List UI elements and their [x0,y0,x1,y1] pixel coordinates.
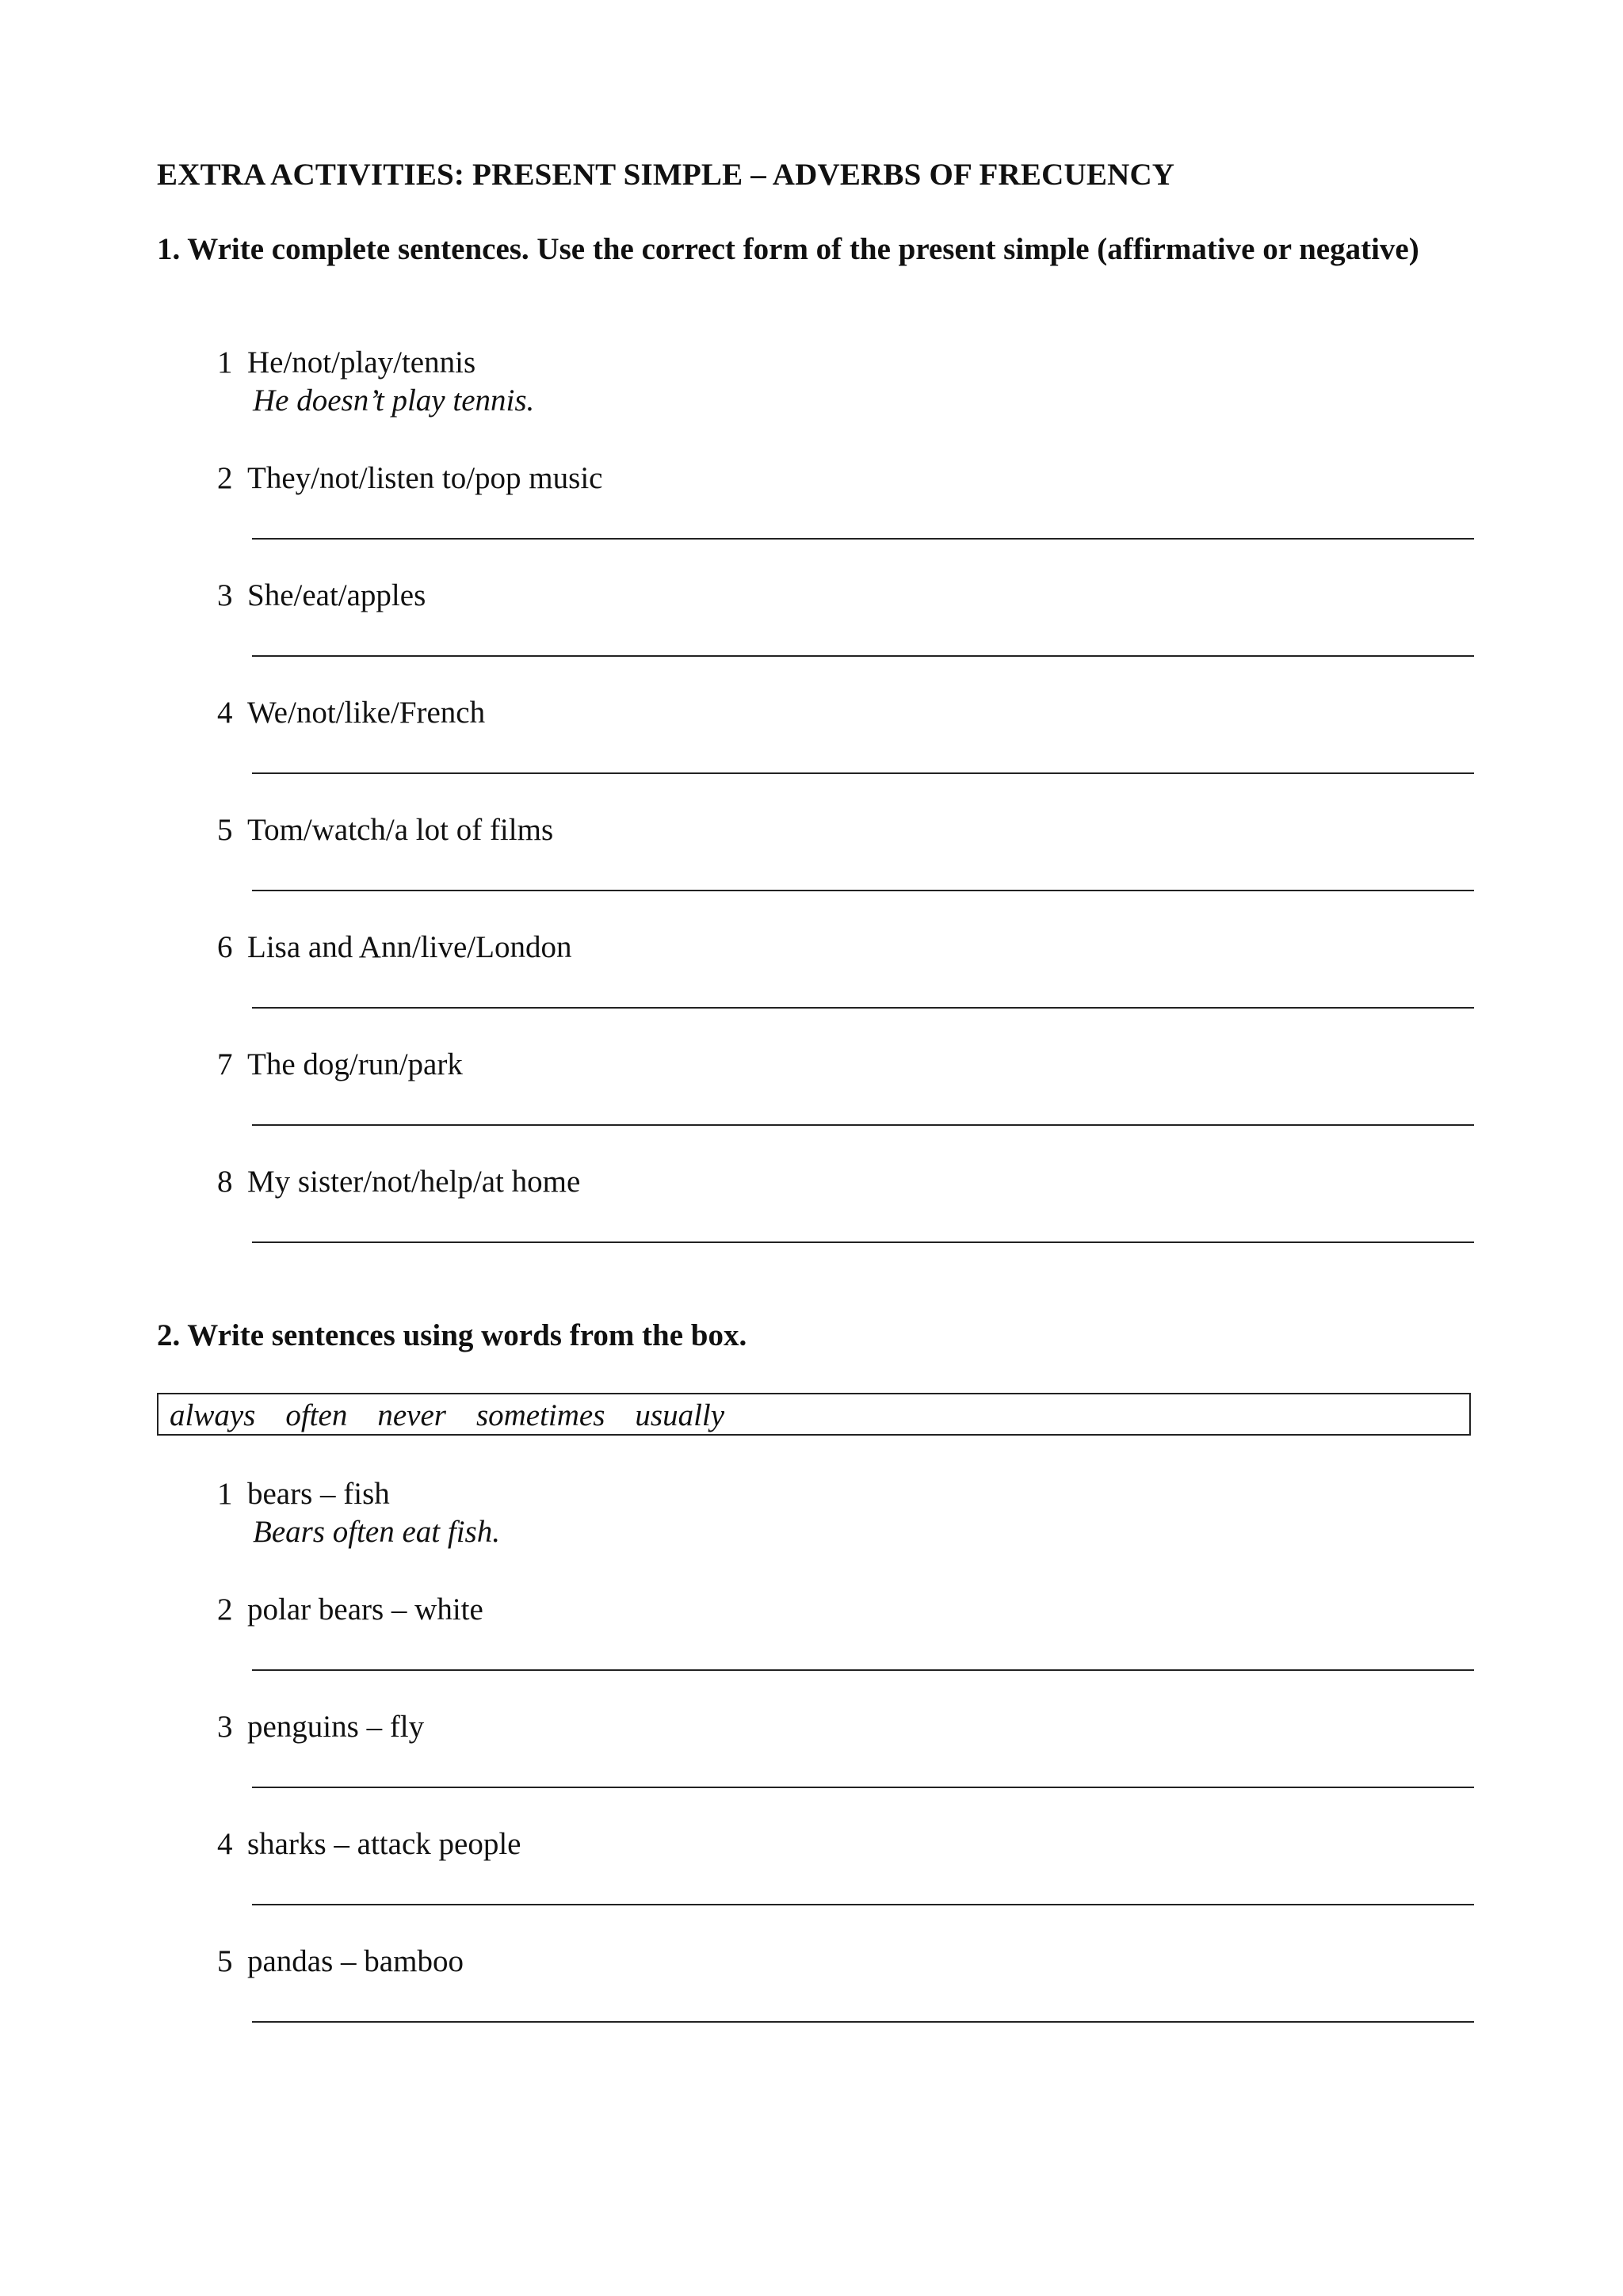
item-prompt: polar bears – white [247,1592,483,1627]
answer-line-2-2[interactable] [252,1669,1474,1671]
word-box [157,1393,1471,1436]
exercise-1-item-8 [217,1163,1474,1201]
exercise-1-instruction: 1. Write complete sentences. Use the correct form of the present simple (affirmative or negative) [157,232,1419,266]
worksheet-title: EXTRA ACTIVITIES: PRESENT SIMPLE – ADVERBS OF FRECUENCY [157,158,1175,192]
item-prompt: He/not/play/tennis [247,345,476,379]
item-number: 8 [217,1165,233,1199]
exercise-2-item-4 [217,1825,1474,1863]
answer-line-1-5[interactable] [252,890,1474,891]
exercise-1-item-5 [217,811,1474,849]
exercise-2-instruction: 2. Write sentences using words from the box. [157,1318,747,1352]
item-number: 1 [217,1477,233,1511]
exercise-2-item-1 [217,1475,1474,1551]
answer-line-1-6[interactable] [252,1007,1474,1009]
word-box-item: always [170,1398,256,1432]
example-answer: Bears often eat fish. [253,1515,500,1549]
answer-line-1-7[interactable] [252,1124,1474,1126]
answer-line-2-4[interactable] [252,1904,1474,1905]
word-box-item: often [285,1398,348,1432]
word-box-item: usually [635,1398,725,1432]
exercise-2-item-2 [217,1591,1474,1629]
item-prompt: She/eat/apples [247,578,426,612]
exercise-1-item-1 [217,344,1474,420]
answer-line-1-4[interactable] [252,772,1474,774]
item-prompt: pandas – bamboo [247,1944,464,1978]
exercise-2-item-5 [217,1943,1474,1981]
item-prompt: My sister/not/help/at home [247,1165,581,1199]
exercise-1-item-7 [217,1046,1474,1084]
example-answer: He doesn’t play tennis. [253,383,535,418]
exercise-2-item-3 [217,1708,1474,1746]
item-prompt: Lisa and Ann/live/London [247,930,572,964]
answer-line-2-3[interactable] [252,1787,1474,1788]
exercise-1-item-4 [217,694,1474,732]
item-prompt: bears – fish [247,1477,390,1511]
answer-line-1-2[interactable] [252,538,1474,540]
item-number: 7 [217,1047,233,1081]
item-prompt: The dog/run/park [247,1047,463,1081]
item-number: 3 [217,1710,233,1744]
answer-line-2-5[interactable] [252,2021,1474,2023]
item-prompt: We/not/like/French [247,696,486,730]
item-number: 2 [217,1592,233,1627]
item-prompt: penguins – fly [247,1710,425,1744]
answer-line-1-8[interactable] [252,1241,1474,1243]
item-number: 5 [217,813,233,847]
word-box-item: sometimes [475,1398,605,1432]
exercise-1-item-6 [217,929,1474,967]
item-number: 2 [217,461,233,495]
word-box-item: never [377,1398,446,1432]
item-prompt: Tom/watch/a lot of films [247,813,554,847]
item-number: 6 [217,930,233,964]
item-number: 1 [217,345,233,379]
item-number: 4 [217,696,233,730]
item-number: 5 [217,1944,233,1978]
answer-line-1-3[interactable] [252,655,1474,657]
item-prompt: sharks – attack people [247,1827,521,1861]
item-number: 3 [217,578,233,612]
item-number: 4 [217,1827,233,1861]
exercise-1-item-2 [217,460,1474,498]
exercise-1-item-3 [217,577,1474,615]
item-prompt: They/not/listen to/pop music [247,461,603,495]
